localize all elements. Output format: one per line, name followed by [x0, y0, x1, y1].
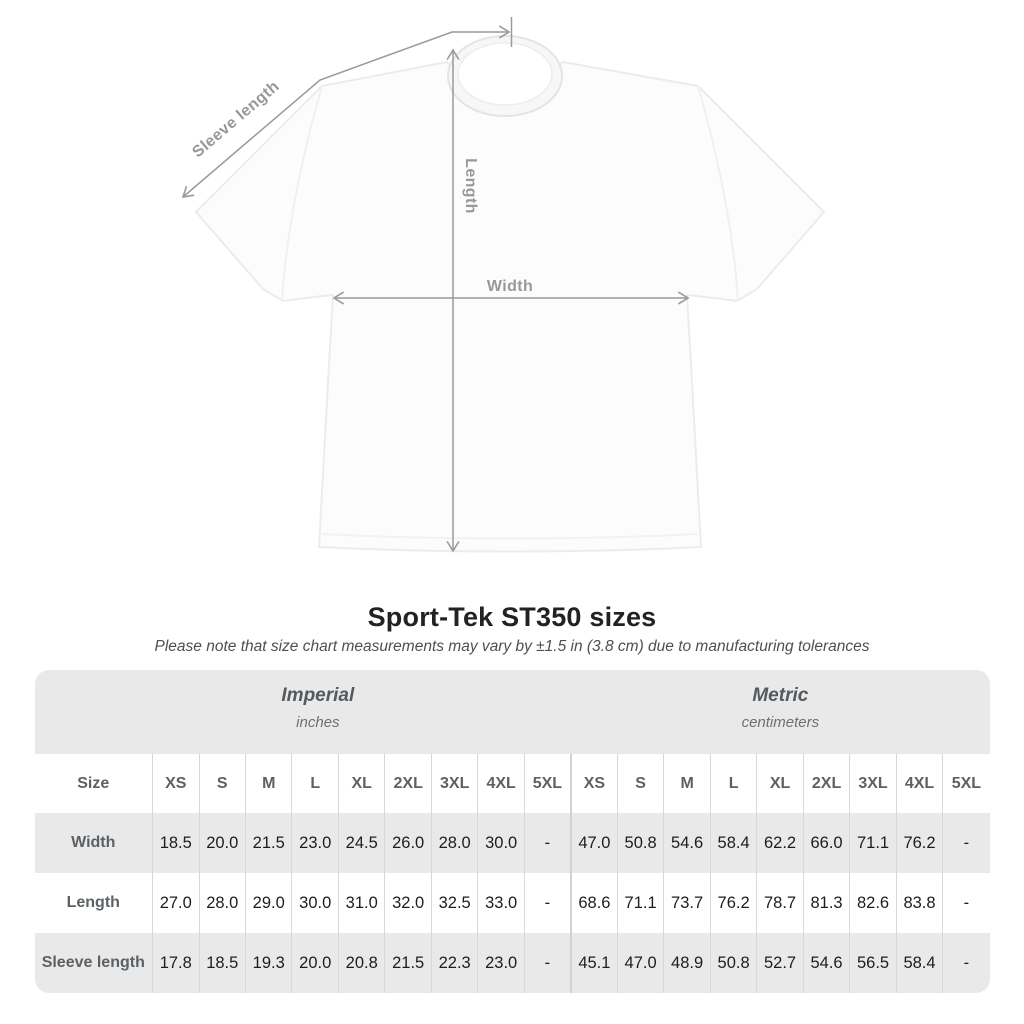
value-cell: 54.6	[803, 933, 849, 993]
value-cell: 30.0	[478, 813, 524, 873]
collar-opening	[458, 43, 552, 105]
size-col-header: L	[710, 754, 756, 813]
value-cell: 50.8	[617, 813, 663, 873]
value-cell: 23.0	[292, 813, 338, 873]
value-cell: 56.5	[850, 933, 896, 993]
size-header: Size	[77, 774, 110, 792]
imperial-label: Imperial	[281, 685, 355, 706]
value-cell: 20.0	[292, 933, 338, 993]
value-cell: 47.0	[571, 813, 617, 873]
size-col-header: 5XL	[943, 754, 990, 813]
size-col-header: L	[292, 754, 338, 813]
value-cell: -	[524, 873, 570, 933]
size-table	[35, 670, 990, 993]
value-cell: 58.4	[710, 813, 756, 873]
value-cell: 45.1	[571, 933, 617, 993]
size-col-header: 4XL	[478, 754, 524, 813]
tolerance-note: Please note that size chart measurements may vary by ±1.5 in (3.8 cm) due to manufacturing tolerances	[154, 638, 870, 655]
value-cell: 28.0	[199, 873, 245, 933]
metric-unit: centimeters	[741, 714, 820, 731]
metric-label: Metric	[752, 685, 809, 706]
table-row-length	[35, 873, 990, 933]
value-cell: 71.1	[617, 873, 663, 933]
value-cell: 48.9	[664, 933, 710, 993]
value-cell: 30.0	[292, 873, 338, 933]
value-cell: 28.0	[431, 813, 477, 873]
value-cell: 19.3	[246, 933, 292, 993]
value-cell: -	[943, 813, 990, 873]
units-band	[35, 670, 990, 754]
table-row-width	[35, 813, 990, 873]
size-col-header: S	[199, 754, 245, 813]
size-col-header: M	[664, 754, 710, 813]
width-label: Width	[486, 278, 534, 295]
value-cell: 58.4	[896, 933, 942, 993]
value-cell: 62.2	[757, 813, 803, 873]
size-col-header: XL	[338, 754, 384, 813]
imperial-unit: inches	[296, 714, 340, 731]
size-col-header: 2XL	[803, 754, 849, 813]
value-cell: -	[943, 873, 990, 933]
value-cell: 66.0	[803, 813, 849, 873]
value-cell: 68.6	[571, 873, 617, 933]
size-col-header: M	[246, 754, 292, 813]
size-col-header: 3XL	[431, 754, 477, 813]
value-cell: 76.2	[896, 813, 942, 873]
value-cell: 73.7	[664, 873, 710, 933]
size-col-header: 5XL	[524, 754, 570, 813]
value-cell: 18.5	[153, 813, 199, 873]
value-cell: 26.0	[385, 813, 431, 873]
metric-group-header	[571, 685, 989, 754]
row-label: Sleeve length	[41, 954, 145, 971]
value-cell: 29.0	[246, 873, 292, 933]
value-cell: -	[943, 933, 990, 993]
size-col-header: 3XL	[850, 754, 896, 813]
length-label: Length	[462, 158, 479, 214]
value-cell: 71.1	[850, 813, 896, 873]
measurements-table	[35, 754, 990, 993]
value-cell: 50.8	[710, 933, 756, 993]
value-cell: 32.5	[431, 873, 477, 933]
value-cell: -	[524, 933, 570, 993]
value-cell: 21.5	[246, 813, 292, 873]
value-cell: 82.6	[850, 873, 896, 933]
value-cell: 83.8	[896, 873, 942, 933]
size-col-header: XS	[153, 754, 199, 813]
size-col-header: 2XL	[385, 754, 431, 813]
table-row-sleeve-length	[35, 933, 990, 993]
value-cell: 24.5	[338, 813, 384, 873]
value-cell: 78.7	[757, 873, 803, 933]
value-cell: 17.8	[153, 933, 199, 993]
value-cell: 76.2	[710, 873, 756, 933]
value-cell: 32.0	[385, 873, 431, 933]
value-cell: 20.8	[338, 933, 384, 993]
size-col-header: S	[617, 754, 663, 813]
imperial-group-header	[35, 685, 572, 754]
value-cell: 54.6	[664, 813, 710, 873]
value-cell: 18.5	[199, 933, 245, 993]
table-header-row	[35, 754, 990, 813]
sleeve-length-label: Sleeve length	[189, 77, 283, 162]
size-col-header: XL	[757, 754, 803, 813]
row-label: Width	[71, 834, 116, 851]
value-cell: 21.5	[385, 933, 431, 993]
size-col-header: XS	[571, 754, 617, 813]
value-cell: 20.0	[199, 813, 245, 873]
size-col-header: 4XL	[896, 754, 942, 813]
value-cell: 81.3	[803, 873, 849, 933]
value-cell: 23.0	[478, 933, 524, 993]
value-cell: 47.0	[617, 933, 663, 993]
value-cell: 31.0	[338, 873, 384, 933]
value-cell: 22.3	[431, 933, 477, 993]
value-cell: 27.0	[153, 873, 199, 933]
value-cell: -	[524, 813, 570, 873]
value-cell: 33.0	[478, 873, 524, 933]
page-title: Sport-Tek ST350 sizes	[367, 602, 657, 632]
value-cell: 52.7	[757, 933, 803, 993]
row-label: Length	[66, 894, 120, 911]
tshirt-body	[196, 62, 824, 552]
